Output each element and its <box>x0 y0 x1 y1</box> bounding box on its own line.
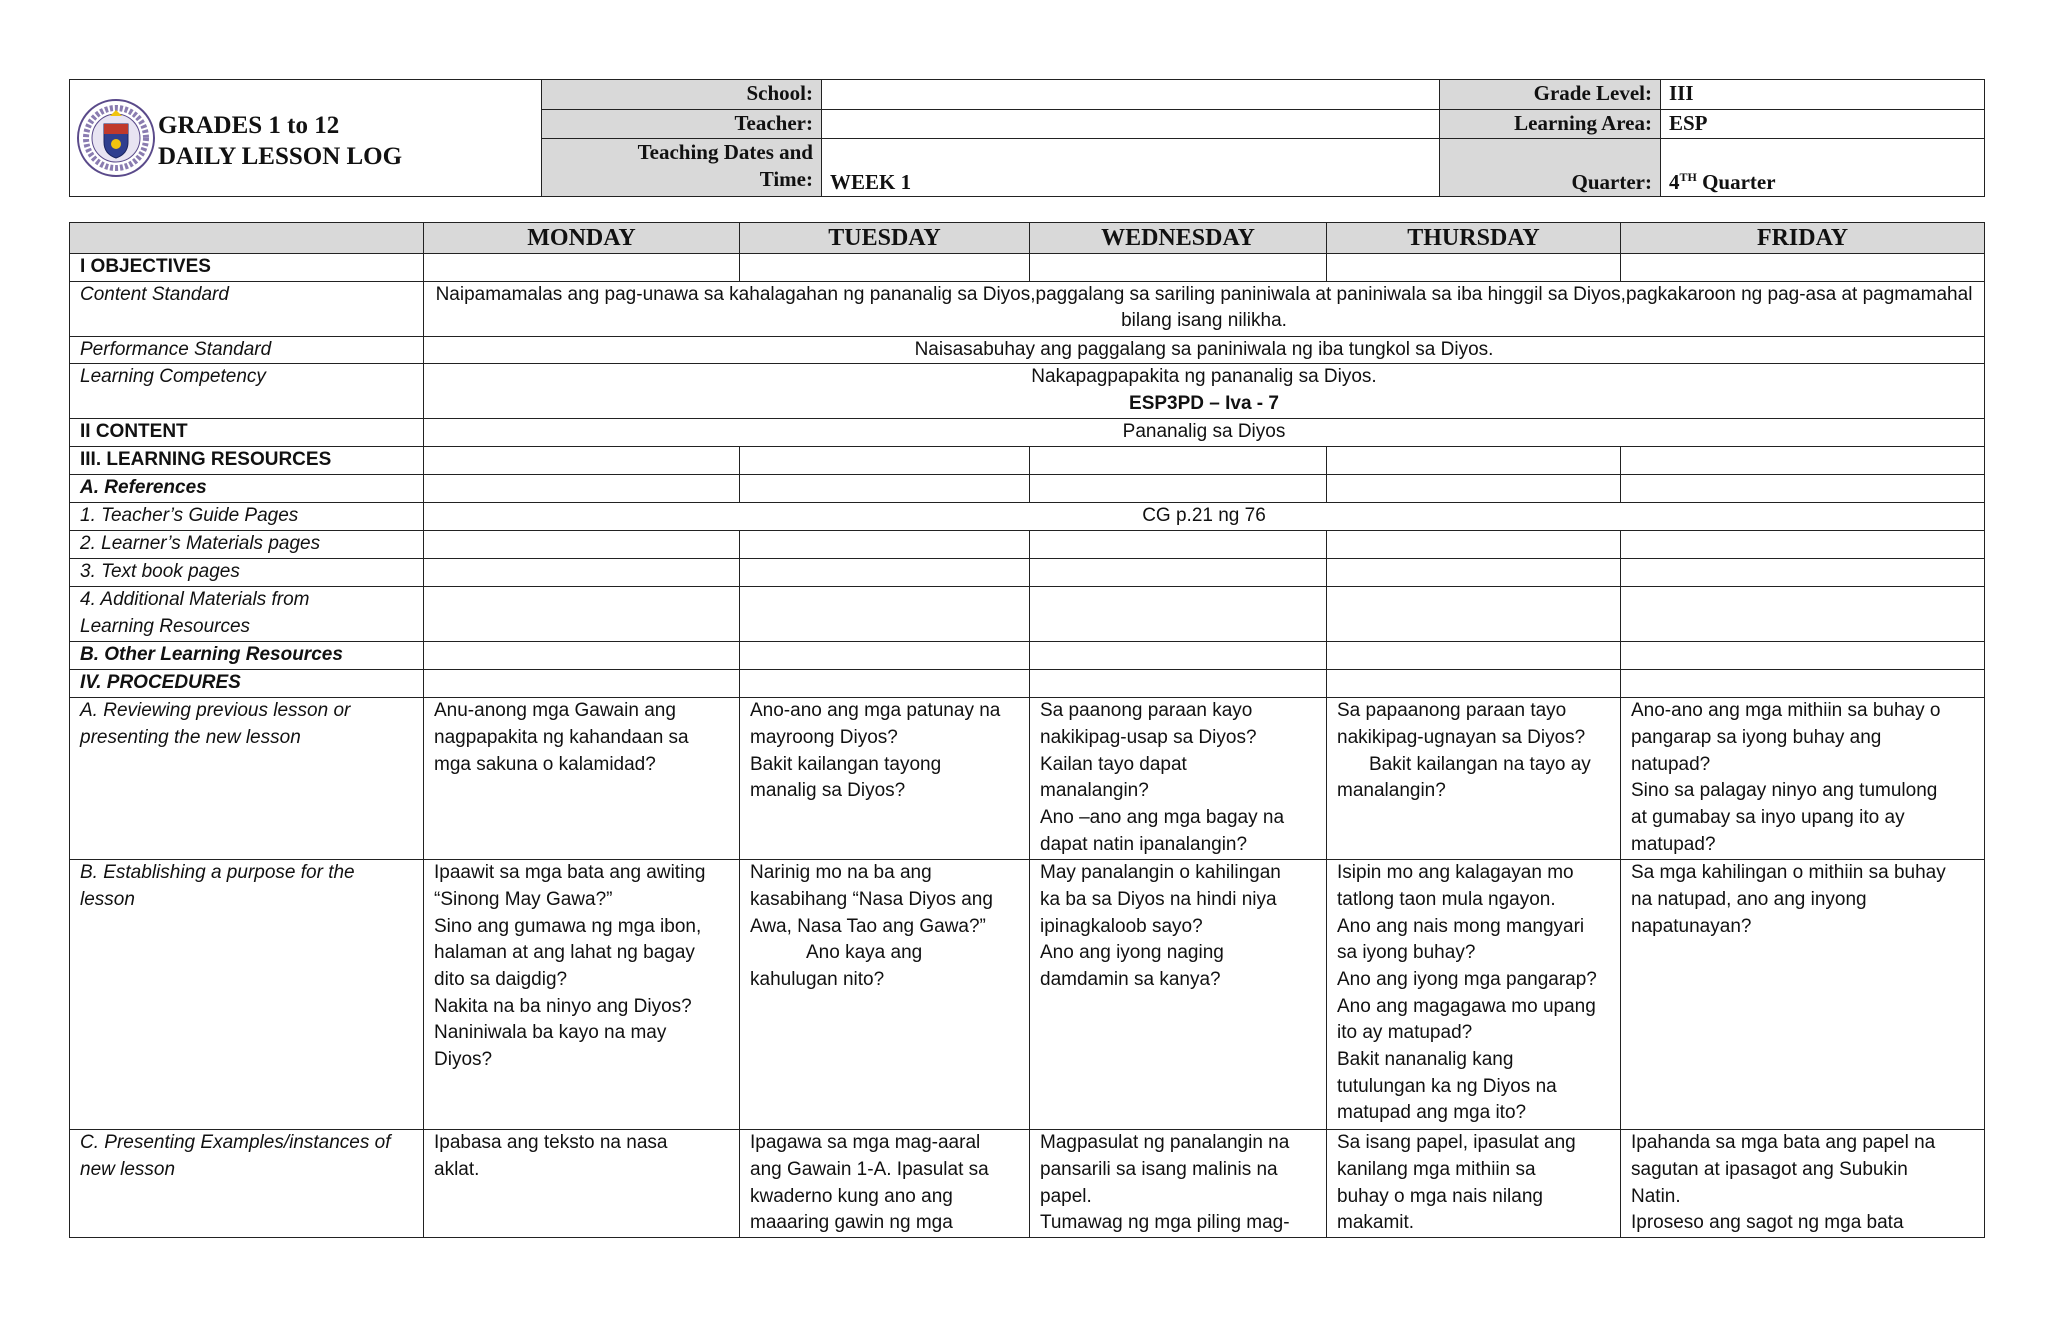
references-wednesday[interactable] <box>1030 475 1327 503</box>
additional-materials-line-2: Learning Resources <box>80 615 251 637</box>
text-line: manalangin? <box>1337 780 1446 802</box>
text-line: kahulugan nito? <box>750 968 885 990</box>
procedure-a-wednesday[interactable] <box>1030 698 1327 860</box>
procedure-a-tuesday[interactable] <box>740 698 1030 860</box>
add-wednesday[interactable] <box>1030 587 1327 642</box>
objectives-heading: I OBJECTIVES <box>70 254 424 282</box>
teachers-guide-value: CG p.21 ng 76 <box>424 503 1985 531</box>
other-thursday[interactable] <box>1327 642 1621 670</box>
text-line: tatlong taon mula ngayon. <box>1337 888 1556 910</box>
performance-standard-label: Performance Standard <box>70 336 424 364</box>
learning-competency-code: ESP3PD – Iva - 7 <box>1129 393 1279 415</box>
school-field[interactable] <box>822 80 1440 110</box>
content-standard-label: Content Standard <box>70 281 424 336</box>
text-line: Sa paanong paraan kayo <box>1040 700 1253 722</box>
text-line: Ano ang iyong mga pangarap? <box>1337 968 1597 990</box>
text-line: manalig sa Diyos? <box>750 780 906 802</box>
procedure-a-monday[interactable] <box>424 698 740 860</box>
text-line: nakikipag-ugnayan sa Diyos? <box>1337 726 1586 748</box>
procedure-b-label-line: B. Establishing a purpose for the <box>80 862 355 884</box>
text-line: makamit. <box>1337 1212 1415 1234</box>
text-line: natupad? <box>1631 753 1711 775</box>
tb-tuesday[interactable] <box>740 559 1030 587</box>
teaching-dates-label-line-1: Teaching Dates and <box>637 140 813 164</box>
text-line: May panalangin o kahilingan <box>1040 862 1281 884</box>
procedure-b-thursday[interactable] <box>1327 860 1621 1130</box>
other-tuesday[interactable] <box>740 642 1030 670</box>
proc-tuesday[interactable] <box>740 670 1030 698</box>
other-monday[interactable] <box>424 642 740 670</box>
procedure-a-label-line: presenting the new lesson <box>80 726 301 748</box>
text-line: kanilang mga mithiin sa <box>1337 1158 1536 1180</box>
text-line: Bakit nananalig kang <box>1337 1049 1514 1071</box>
text-line: Ipabasa ang teksto na nasa <box>434 1132 668 1154</box>
learning-competency-value <box>424 364 1985 419</box>
learners-materials-label: 2. Learner’s Materials pages <box>70 531 424 559</box>
procedure-b-monday[interactable] <box>424 860 740 1130</box>
text-line: matupad ang mga ito? <box>1337 1102 1527 1124</box>
text-line: mayroong Diyos? <box>750 726 898 748</box>
procedure-c-thursday[interactable] <box>1327 1130 1621 1238</box>
days-header-row <box>70 223 1985 254</box>
procedure-c-label-line: C. Presenting Examples/instances of <box>80 1132 391 1154</box>
text-line: matupad? <box>1631 833 1716 855</box>
text-line: kwaderno kung ano ang <box>750 1185 953 1207</box>
text-line: Ipagawa sa mga mag-aaral <box>750 1132 981 1154</box>
day-header-monday: MONDAY <box>424 223 740 254</box>
resources-thursday[interactable] <box>1327 447 1621 475</box>
text-line: Ano-ano ang mga patunay na <box>750 700 1001 722</box>
text-line: Ipahanda sa mga bata ang papel na <box>1631 1132 1936 1154</box>
procedure-c-friday[interactable] <box>1621 1130 1985 1238</box>
text-line: Tumawag ng mga piling mag- <box>1040 1212 1290 1234</box>
text-line: Ano ang magagawa mo upang <box>1337 995 1596 1017</box>
text-line: Ano –ano ang mga bagay na <box>1040 806 1285 828</box>
text-line: Sino sa palagay ninyo ang tumulong <box>1631 780 1938 802</box>
teaching-dates-field[interactable]: WEEK 1 <box>822 139 1440 197</box>
text-line: maaaring gawin ng mga <box>750 1212 953 1234</box>
text-line: manalangin? <box>1040 780 1149 802</box>
references-friday[interactable] <box>1621 475 1985 503</box>
references-heading: A. References <box>70 475 424 503</box>
lm-friday[interactable] <box>1621 531 1985 559</box>
quarter-number: 4 <box>1669 170 1680 194</box>
procedure-a-label <box>70 698 424 860</box>
logo-cell <box>70 80 542 197</box>
text-line: Naniniwala ba kayo na may <box>434 1022 667 1044</box>
add-thursday[interactable] <box>1327 587 1621 642</box>
objectives-wednesday[interactable] <box>1030 254 1327 282</box>
text-line: Sa mga kahilingan o mithiin sa buhay <box>1631 862 1946 884</box>
text-line: “Sinong May Gawa?” <box>434 888 613 910</box>
text-line: dapat natin ipanalangin? <box>1040 833 1248 855</box>
add-monday[interactable] <box>424 587 740 642</box>
procedure-b-label <box>70 860 424 1130</box>
learning-competency-text: Nakapagpapakita ng pananalig sa Diyos. <box>1031 366 1377 388</box>
text-line: ang Gawain 1-A. Ipasulat sa <box>750 1158 989 1180</box>
teacher-field[interactable] <box>822 110 1440 139</box>
title-line-1: GRADES 1 to 12 <box>158 112 340 139</box>
other-resources-label: B. Other Learning Resources <box>70 642 424 670</box>
content-value: Pananalig sa Diyos <box>424 419 1985 447</box>
day-header-tuesday: TUESDAY <box>740 223 1030 254</box>
day-header-friday: FRIDAY <box>1621 223 1985 254</box>
add-tuesday[interactable] <box>740 587 1030 642</box>
procedure-c-tuesday[interactable] <box>740 1130 1030 1238</box>
tb-wednesday[interactable] <box>1030 559 1327 587</box>
content-standard-value: Naipamamalas ang pag-unawa sa kahalagahan ng pananalig sa Diyos,paggalang sa sariling paniniwala at paniniwala sa iba hinggil sa Diyos,pagkakaroon ng pag-asa at pagmamahal bilang isang nilikha. <box>424 281 1985 336</box>
objectives-friday[interactable] <box>1621 254 1985 282</box>
text-line: Kailan tayo dapat <box>1040 753 1187 775</box>
tb-friday[interactable] <box>1621 559 1985 587</box>
additional-materials-label <box>70 587 424 642</box>
lm-thursday[interactable] <box>1327 531 1621 559</box>
text-line: pansarili sa isang malinis na <box>1040 1158 1278 1180</box>
teaching-dates-label <box>542 139 822 197</box>
text-line: Ano kaya ang <box>806 942 923 964</box>
teachers-guide-label: 1. Teacher’s Guide Pages <box>70 503 424 531</box>
grade-level-field[interactable]: III <box>1661 80 1985 110</box>
learning-competency-label: Learning Competency <box>70 364 424 419</box>
text-line: Ano-ano ang mga mithiin sa buhay o <box>1631 700 1941 722</box>
objectives-thursday[interactable] <box>1327 254 1621 282</box>
text-line: Magpasulat ng panalangin na <box>1040 1132 1290 1154</box>
tb-monday[interactable] <box>424 559 740 587</box>
text-line: Narinig mo na ba ang <box>750 862 932 884</box>
text-line: ipinagkaloob sayo? <box>1040 915 1203 937</box>
performance-standard-value: Naisasabuhay ang paggalang sa paniniwala ng iba tungkol sa Diyos. <box>424 336 1985 364</box>
deped-seal-icon <box>76 98 156 178</box>
proc-friday[interactable] <box>1621 670 1985 698</box>
text-line: Sino ang gumawa ng mga ibon, <box>434 915 702 937</box>
learning-area-label: Learning Area: <box>1440 110 1661 139</box>
objectives-monday[interactable] <box>424 254 740 282</box>
text-line: kasabihang “Nasa Diyos ang <box>750 888 993 910</box>
tb-thursday[interactable] <box>1327 559 1621 587</box>
text-line: Nakita na ba ninyo ang Diyos? <box>434 995 692 1017</box>
text-line: Diyos? <box>434 1049 493 1071</box>
text-line: damdamin sa kanya? <box>1040 968 1221 990</box>
title-line-2: DAILY LESSON LOG <box>158 143 403 170</box>
references-monday[interactable] <box>424 475 740 503</box>
text-line: Bakit kailangan tayong <box>750 753 942 775</box>
resources-tuesday[interactable] <box>740 447 1030 475</box>
teaching-dates-label-line-2: Time: <box>759 167 813 191</box>
text-line: aklat. <box>434 1158 480 1180</box>
header-table <box>69 79 1985 197</box>
grade-level-label: Grade Level: <box>1440 80 1661 110</box>
text-line: na natupad, ano ang inyong <box>1631 888 1867 910</box>
quarter-suffix: TH <box>1679 170 1697 184</box>
text-line: ito ay matupad? <box>1337 1022 1473 1044</box>
quarter-text: Quarter <box>1696 170 1776 194</box>
procedure-b-friday[interactable] <box>1621 860 1985 1130</box>
text-line: Isipin mo ang kalagayan mo <box>1337 862 1574 884</box>
learning-area-field[interactable]: ESP <box>1661 110 1985 139</box>
text-line: sagutan at ipasagot ang Subukin <box>1631 1158 1908 1180</box>
resources-monday[interactable] <box>424 447 740 475</box>
procedure-a-friday[interactable] <box>1621 698 1985 860</box>
lm-tuesday[interactable] <box>740 531 1030 559</box>
references-thursday[interactable] <box>1327 475 1621 503</box>
procedure-b-label-line: lesson <box>80 888 135 910</box>
day-header-wednesday: WEDNESDAY <box>1030 223 1327 254</box>
text-line: mga sakuna o kalamidad? <box>434 753 656 775</box>
proc-monday[interactable] <box>424 670 740 698</box>
procedure-c-label-line: new lesson <box>80 1158 176 1180</box>
other-wednesday[interactable] <box>1030 642 1327 670</box>
text-line: tutulungan ka ng Diyos na <box>1337 1075 1557 1097</box>
quarter-field[interactable] <box>1661 139 1985 197</box>
text-line: ka ba sa Diyos na hindi niya <box>1040 888 1277 910</box>
text-line: Ipaawit sa mga bata ang awiting <box>434 862 706 884</box>
text-line: napatunayan? <box>1631 915 1752 937</box>
text-line: Ano ang iyong naging <box>1040 942 1224 964</box>
procedure-b-wednesday[interactable] <box>1030 860 1327 1130</box>
references-tuesday[interactable] <box>740 475 1030 503</box>
text-line: halaman at ang lahat ng bagay <box>434 942 695 964</box>
other-friday[interactable] <box>1621 642 1985 670</box>
procedure-c-monday[interactable] <box>424 1130 740 1238</box>
text-line: Anu-anong mga Gawain ang <box>434 700 676 722</box>
lesson-log-table <box>69 222 1985 1238</box>
text-line: Ano ang nais mong mangyari <box>1337 915 1585 937</box>
text-line: nakikipag-usap sa Diyos? <box>1040 726 1257 748</box>
procedure-c-label <box>70 1130 424 1238</box>
resources-wednesday[interactable] <box>1030 447 1327 475</box>
proc-thursday[interactable] <box>1327 670 1621 698</box>
text-line: Sa papaanong paraan tayo <box>1337 700 1567 722</box>
text-line: pangarap sa iyong buhay ang <box>1631 726 1882 748</box>
text-line: sa iyong buhay? <box>1337 942 1476 964</box>
objectives-tuesday[interactable] <box>740 254 1030 282</box>
text-line: buhay o mga nais nilang <box>1337 1185 1543 1207</box>
lm-monday[interactable] <box>424 531 740 559</box>
procedure-c-wednesday[interactable] <box>1030 1130 1327 1238</box>
text-line: Iproseso ang sagot ng mga bata <box>1631 1212 1904 1234</box>
text-line: Awa, Nasa Tao ang Gawa?” <box>750 915 986 937</box>
school-label: School: <box>542 80 822 110</box>
additional-materials-line-1: 4. Additional Materials from <box>80 589 310 611</box>
text-line: Bakit kailangan na tayo ay <box>1369 753 1591 775</box>
teacher-label: Teacher: <box>542 110 822 139</box>
day-header-thursday: THURSDAY <box>1327 223 1621 254</box>
add-friday[interactable] <box>1621 587 1985 642</box>
proc-wednesday[interactable] <box>1030 670 1327 698</box>
procedure-b-tuesday[interactable] <box>740 860 1030 1130</box>
text-line: Sa isang papel, ipasulat ang <box>1337 1132 1576 1154</box>
text-line: papel. <box>1040 1185 1092 1207</box>
resources-friday[interactable] <box>1621 447 1985 475</box>
lm-wednesday[interactable] <box>1030 531 1327 559</box>
procedure-a-thursday[interactable] <box>1327 698 1621 860</box>
text-line: dito sa daigdig? <box>434 968 568 990</box>
text-book-label: 3. Text book pages <box>70 559 424 587</box>
text-line: nagpapakita ng kahandaan sa <box>434 726 689 748</box>
procedures-heading: IV. PROCEDURES <box>70 670 424 698</box>
procedure-a-label-line: A. Reviewing previous lesson or <box>80 700 351 722</box>
learning-resources-heading: III. LEARNING RESOURCES <box>70 447 424 475</box>
text-line: at gumabay sa inyo upang ito ay <box>1631 806 1905 828</box>
text-line: Natin. <box>1631 1185 1681 1207</box>
content-heading: II CONTENT <box>70 419 424 447</box>
corner-cell <box>70 223 424 254</box>
quarter-label: Quarter: <box>1440 139 1661 197</box>
